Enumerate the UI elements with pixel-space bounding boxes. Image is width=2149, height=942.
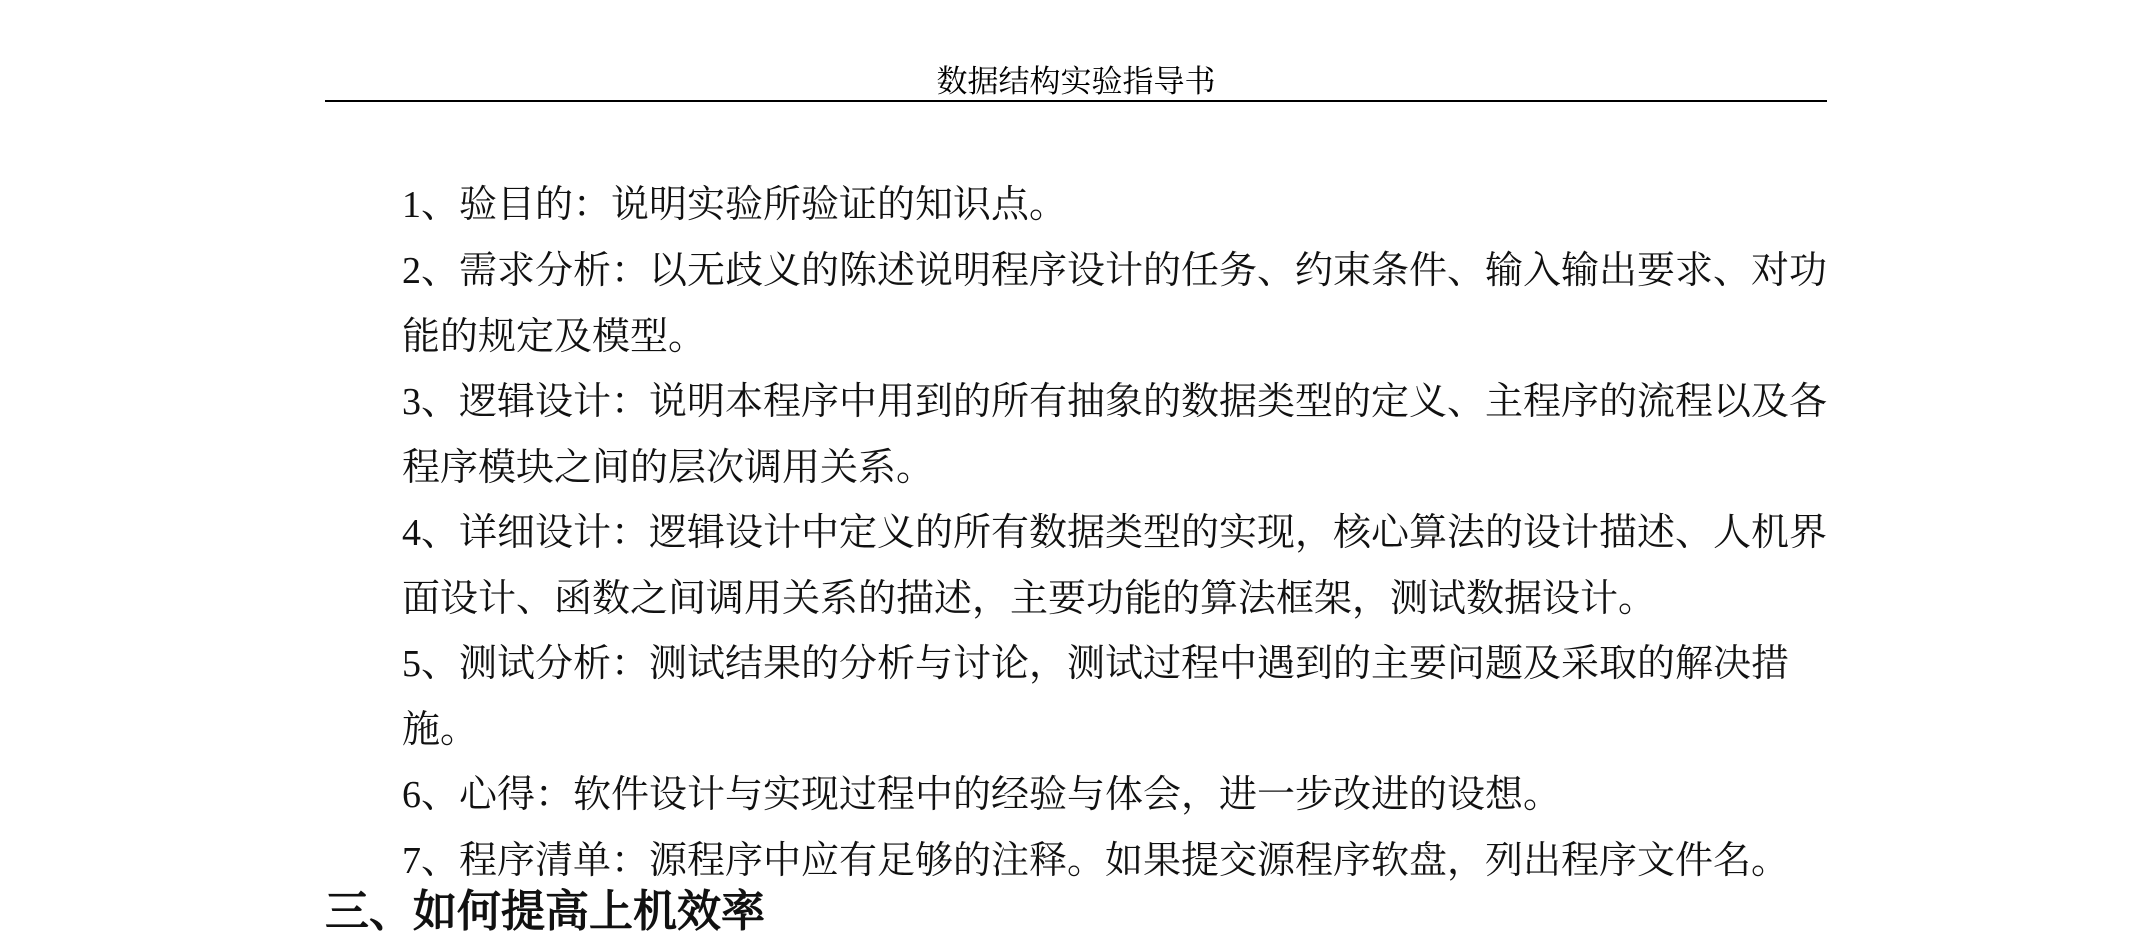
item-number: 5	[402, 643, 421, 685]
list-item	[402, 500, 1827, 631]
header-title: 数据结构实验指导书	[936, 64, 1216, 100]
item-text: 、需求分析：以无歧义的陈述说明程序设计的任务、约束条件、输入输出要求、对功能的规定及模型。	[402, 248, 1828, 358]
list-item	[402, 238, 1827, 369]
item-number: 2	[402, 250, 421, 292]
item-text: 、心得：软件设计与实现过程中的经验与体会，进一步改进的设想。	[421, 772, 1562, 816]
item-number: 3	[402, 381, 421, 423]
item-text: 、验目的：说明实验所验证的知识点。	[421, 182, 1068, 226]
item-number: 6	[402, 774, 421, 816]
list-item	[402, 172, 1827, 238]
page-header	[325, 52, 1827, 102]
item-text: 、逻辑设计：说明本程序中用到的所有抽象的数据类型的定义、主程序的流程以及各程序模块之间的层次调用关系。	[402, 379, 1828, 489]
section-heading: 三、如何提高上机效率	[325, 886, 765, 937]
list-item	[402, 762, 1827, 828]
item-number: 1	[402, 184, 421, 226]
item-number: 4	[402, 512, 421, 554]
item-text: 、详细设计：逻辑设计中定义的所有数据类型的实现，核心算法的设计描述、人机界面设计、函数之间调用关系的描述，主要功能的算法框架，测试数据设计。	[402, 510, 1828, 620]
list-item	[402, 369, 1827, 500]
item-number: 7	[402, 840, 421, 882]
item-text: 、程序清单：源程序中应有足够的注释。如果提交源程序软盘，列出程序文件名。	[421, 838, 1790, 882]
item-text: 、测试分析：测试结果的分析与讨论，测试过程中遇到的主要问题及采取的解决措施。	[402, 641, 1790, 751]
list-item	[402, 631, 1827, 762]
report-contents-list	[402, 172, 1862, 894]
